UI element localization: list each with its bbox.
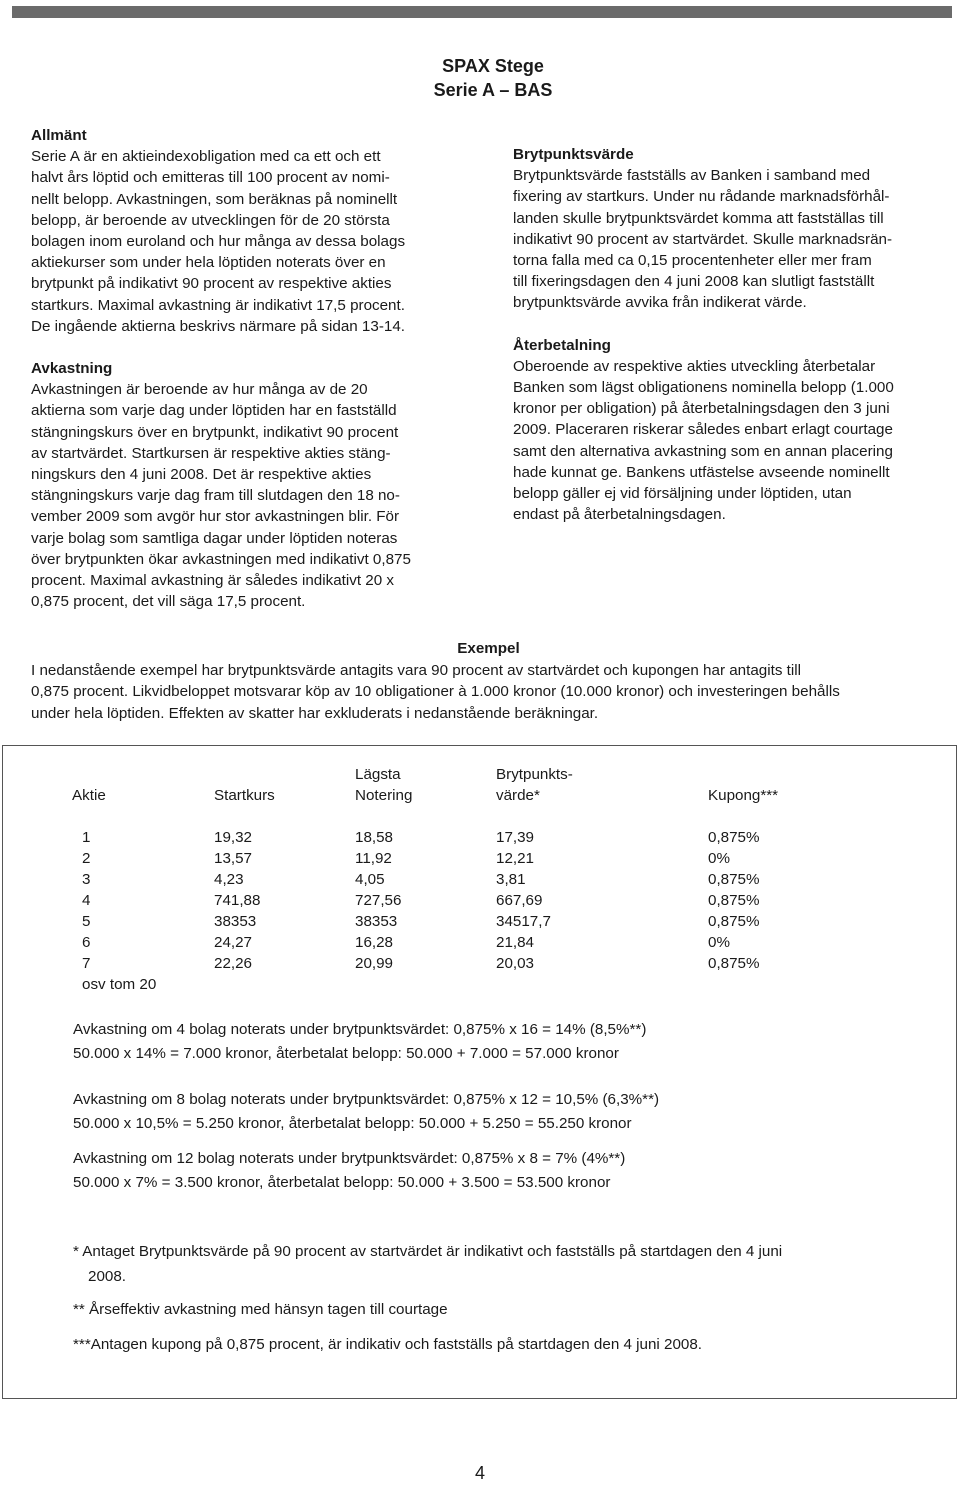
paragraph-line: över brytpunkten ökar avkastningen med indikativt 0,875 [31, 550, 411, 568]
footnote-3 [73, 1333, 903, 1358]
document-subtitle: Serie A – BAS [433, 80, 553, 100]
left-column [31, 125, 476, 612]
paragraph-line: Serie A är en aktieindexobligation med ca ett och ett [31, 148, 381, 166]
right-column [513, 144, 958, 525]
document-title: SPAX Stege [442, 56, 544, 76]
table-cell: 5 [82, 913, 91, 930]
table-cell: 4 [82, 892, 91, 909]
paragraph-line: landen skulle brytpunktsvärdet komma att fastställas till [513, 209, 884, 227]
col-header-brytpunkts: Brytpunkts- [496, 766, 573, 783]
paragraph-line: brytpunkt på indikativt 90 procent av respektive akties [31, 275, 392, 293]
table-cell: 741,88 [214, 892, 261, 909]
paragraph-line: aktiekurser som under hela löptiden noterats över en [31, 254, 386, 272]
paragraph-line: hade kunnat ge. Bankens utfästelse avseende nominellt [513, 463, 890, 481]
footnote-1 [73, 1240, 903, 1289]
footnote-line: ** Årseffektiv avkastning med hänsyn tagen till courtage [73, 1301, 448, 1318]
heading-aterbetalning: Återbetalning [513, 336, 611, 354]
table-cell: 727,56 [355, 892, 402, 909]
table-cell: 7 [82, 955, 91, 972]
paragraph-line: belopp gäller ej vid försäljning under löptiden, utan [513, 485, 852, 503]
table-footer: osv tom 20 [82, 976, 157, 993]
table-cell: 38353 [214, 913, 257, 930]
table-cell: 21,84 [496, 934, 535, 951]
table-cell: 0% [708, 850, 730, 867]
table-cell: 0,875% [708, 913, 760, 930]
heading-brytpunktsvarde: Brytpunktsvärde [513, 146, 634, 163]
table-cell: 16,28 [355, 934, 394, 951]
page-number: 4 [474, 1463, 485, 1483]
table-cell: 3,81 [496, 871, 526, 888]
paragraph-line: nellt belopp. Avkastningen, som beräknas på nominellt [31, 190, 398, 208]
col-header-notering: Notering [355, 787, 413, 804]
paragraph-line: kronor per obligation) på återbetalningsdagen den 3 juni [513, 400, 890, 418]
paragraph-line: startkurs. Maximal avkastning är indikativt 17,5 procent. [31, 296, 405, 314]
paragraph-line: av startvärdet. Startkursen är respektive akties stäng- [31, 444, 391, 462]
paragraph-line: samt den alternativa avkastning som en annan placering [513, 442, 893, 460]
header-bar [12, 6, 952, 18]
footnote-line: 2008. [88, 1267, 127, 1285]
paragraph-line: bolagen inom euroland och hur många av dessa bolags [31, 233, 406, 251]
paragraph-line: I nedanstående exempel har brytpunktsvärde antagits vara 90 procent av startvärdet och kupongen har antagits till [31, 661, 801, 679]
col-header-startkurs: Startkurs [214, 787, 275, 804]
paragraph-line: under hela löptiden. Effekten av skatter har exkluderats i nedanstående beräkningar. [31, 704, 599, 722]
table-cell: 20,03 [496, 955, 535, 972]
footnote-line: * Antaget Brytpunktsvärde på 90 procent av startvärdet är indikativt och fastställs på startdagen den 4 juni [73, 1243, 783, 1260]
table-cell: 18,58 [355, 829, 394, 846]
table-cell: 2 [82, 850, 91, 867]
table-cell: 4,05 [355, 871, 385, 888]
table-cell: 20,99 [355, 955, 394, 972]
col-header-aktie: Aktie [72, 787, 106, 804]
table-cell: 34517,7 [496, 913, 551, 930]
paragraph-line: aktierna som varje dag under löptiden har en fastställd [31, 402, 397, 420]
paragraph-line: 0,875 procent. Likvidbeloppet motsvarar köp av 10 obligationer à 1.000 kronor (10.000 kronor) och investeringen behålls [31, 683, 840, 700]
paragraph-line: Oberoende av respektive akties utveckling återbetalar [513, 357, 876, 375]
calc-line: 50.000 x 10,5% = 5.250 kronor, återbetalat belopp: 50.000 + 5.250 = 55.250 kronor [73, 1114, 632, 1132]
paragraph-line: fixering av startkurs. Under nu rådande marknadsförhål- [513, 188, 890, 206]
table-cell: 17,39 [496, 829, 535, 846]
table-cell: 1 [82, 829, 91, 846]
table-cell: 22,26 [214, 955, 253, 972]
footnote-2 [73, 1298, 903, 1323]
table-cell: 0% [708, 934, 730, 951]
table-cell: 12,21 [496, 850, 535, 867]
calculation-8 [73, 1088, 659, 1135]
calc-line: Avkastning om 8 bolag noterats under brytpunktsvärdet: 0,875% x 12 = 10,5% (6,3%**) [73, 1091, 660, 1108]
calculation-4 [73, 1018, 646, 1065]
table-cell: 13,57 [214, 850, 253, 867]
paragraph-line: indikativt 90 procent av startvärdet. Skulle marknadsrän- [513, 230, 893, 248]
paragraph-line: stängningskurs över en brytpunkt, indikativt 90 procent [31, 423, 399, 441]
table-cell: 3 [82, 871, 91, 888]
paragraph-line: belopp, är beroende av utvecklingen för de 20 största [31, 211, 390, 229]
paragraph-line: procent. Maximal avkastning är således indikativt 20 x [31, 572, 394, 590]
paragraph-line: De ingående aktierna beskrivs närmare på sidan 13-14. [31, 317, 405, 335]
table-cell: 38353 [355, 913, 398, 930]
table-cell: 0,875% [708, 829, 760, 846]
paragraph-line: stängningskurs varje dag fram till slutdagen den 18 no- [31, 487, 400, 505]
col-header-kupong: Kupong*** [708, 787, 779, 804]
paragraph-line: 0,875 procent, det vill säga 17,5 procent. [31, 593, 306, 611]
paragraph-line: Brytpunktsvärde fastställs av Banken i samband med [513, 167, 871, 185]
paragraph-line: 2009. Placeraren riskerar således enbart erlagt courtage [513, 421, 893, 439]
paragraph-line: vember 2009 som avgör hur stor avkastningen blir. För [31, 508, 400, 526]
table-cell: 667,69 [496, 892, 543, 909]
paragraph-line: Avkastningen är beroende av hur många av de 20 [31, 381, 368, 399]
paragraph-line: varje bolag som samtliga dagar under löptiden noteras [31, 529, 398, 547]
paragraph-line: brytpunktsvärde avvika från indikerat värde. [513, 294, 807, 312]
calc-line: Avkastning om 4 bolag noterats under brytpunktsvärdet: 0,875% x 16 = 14% (8,5%**) [73, 1021, 647, 1038]
col-header-varde: värde* [496, 787, 540, 804]
table-cell: 19,32 [214, 829, 253, 846]
paragraph-line: halvt års löptid och emitteras till 100 procent av nomi- [31, 169, 390, 187]
table-cell: 4,23 [214, 871, 244, 888]
heading-avkastning: Avkastning [31, 360, 113, 378]
table-cell: 6 [82, 934, 91, 951]
table-cell: 0,875% [708, 955, 760, 972]
calc-line: 50.000 x 14% = 7.000 kronor, återbetalat belopp: 50.000 + 7.000 = 57.000 kronor [73, 1044, 619, 1062]
footnote-line: ***Antagen kupong på 0,875 procent, är indikativ och fastställs på startdagen den 4 juni 2008. [73, 1336, 703, 1353]
example-section [31, 638, 946, 724]
table-cell: 0,875% [708, 871, 760, 888]
heading-allmant: Allmänt [31, 127, 87, 144]
calc-line: Avkastning om 12 bolag noterats under brytpunktsvärdet: 0,875% x 8 = 7% (4%**) [73, 1150, 626, 1167]
heading-exempel: Exempel [457, 640, 520, 657]
paragraph-line: endast på återbetalningsdagen. [513, 506, 726, 524]
paragraph-line: Banken som lägst obligationens nominella belopp (1.000 [513, 379, 894, 397]
col-header-lagsta: Lägsta [355, 766, 401, 783]
calc-line: 50.000 x 7% = 3.500 kronor, återbetalat belopp: 50.000 + 3.500 = 53.500 kronor [73, 1173, 611, 1191]
table-cell: 24,27 [214, 934, 253, 951]
calculation-12 [73, 1147, 625, 1194]
paragraph-line: till fixeringsdagen den 4 juni 2008 kan slutligt fastställt [513, 273, 875, 291]
table-cell: 0,875% [708, 892, 760, 909]
paragraph-line: ningskurs den 4 juni 2008. Det är respektive akties [31, 466, 372, 484]
paragraph-line: torna falla med ca 0,15 procentenheter eller mer fram [513, 252, 872, 270]
table-cell: 11,92 [355, 850, 392, 867]
